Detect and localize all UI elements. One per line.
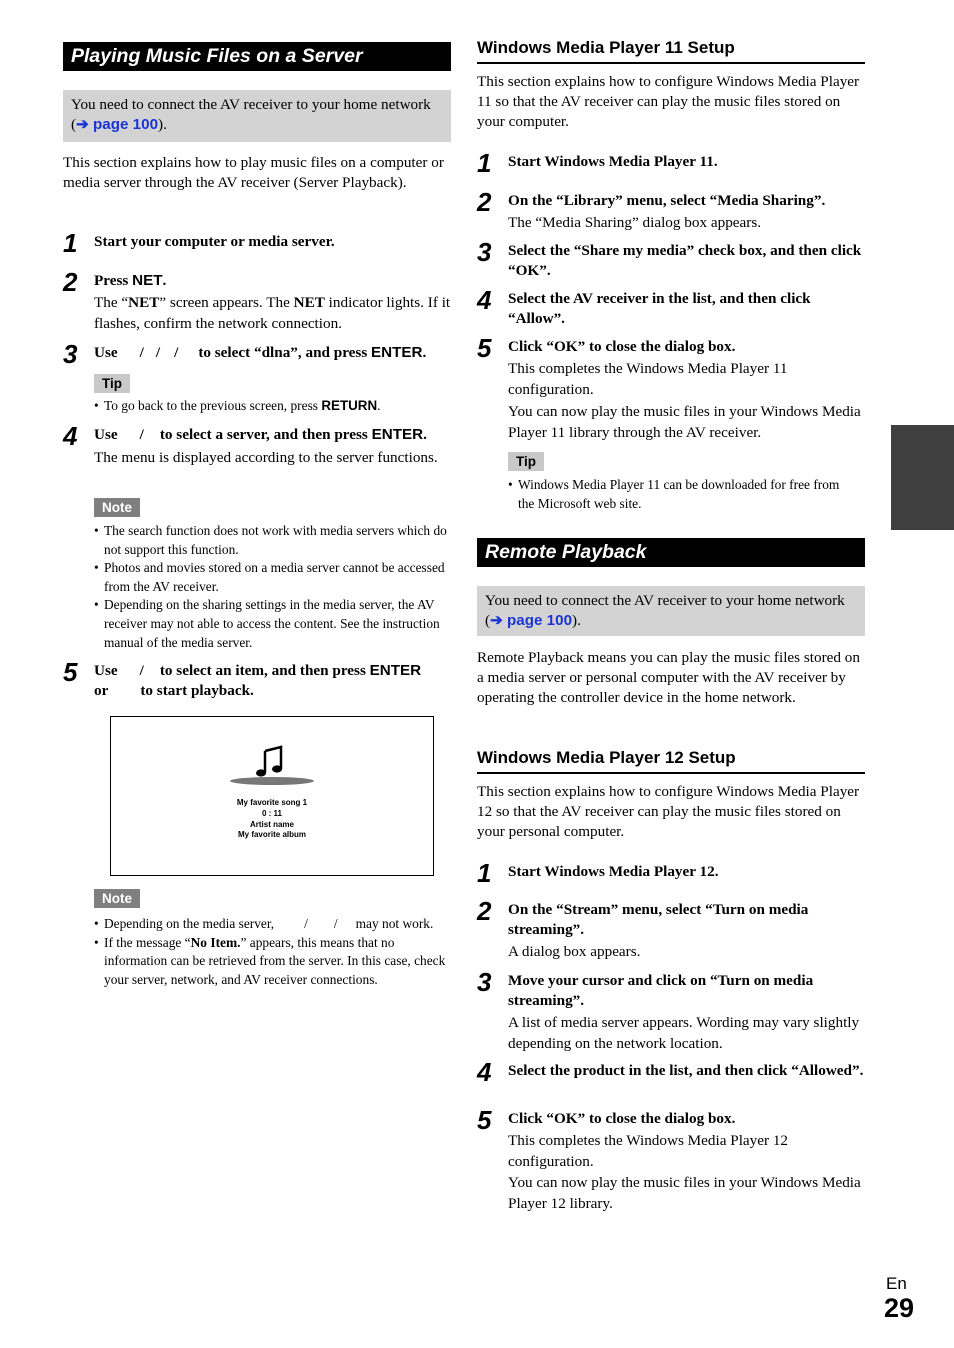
note-label: Note [94,498,140,517]
album-name: My favorite album [237,830,306,839]
step-number: 3 [477,237,492,267]
step-title: Move your cursor and click on “Turn on media streaming”. [508,972,814,1009]
wmp12-step-5 [477,1105,865,1214]
wmp12-step-3 [477,967,865,1054]
step-number: 3 [63,339,78,369]
step-body: You can now play the music files in your Windows Media Player 12 library. [508,1174,861,1212]
step-3 [63,339,451,369]
wmp11-intro: This section explains how to configure Windows Media Player 11 so that the AV receiver can play the music files stored on your computer. [477,73,860,130]
note-item: • Photos and movies stored on a media server cannot be accessed from the AV receiver. [94,559,451,596]
note-list [94,915,451,989]
tip-list [94,397,451,416]
step-4 [63,421,451,469]
wmp12-intro: This section explains how to configure Windows Media Player 12 so that the AV receiver can play the music files stored on your personal computer. [477,783,860,840]
page-link[interactable]: ➔ page 100 [76,116,159,133]
step-title: Use / / / to select “dlna”, and press ENTER. [94,344,427,361]
music-note-icon [227,745,317,789]
note-item: • Depending on the media server, / / may not work. [94,915,451,934]
wmp12-step-4 [477,1057,865,1087]
wmp12-step-1 [477,858,865,888]
step-body: The “NET” screen appears. The NET indicator lights. If it flashes, confirm the network connection. [94,294,451,332]
step-number: 4 [63,421,78,451]
step-title: On the “Library” menu, select “Media Sharing”. [508,192,826,209]
step-2 [63,267,451,334]
step-5 [63,657,451,701]
step-title: Start your computer or media server. [94,233,335,250]
step-title: Use / to select a server, and then press ENTER. [94,426,427,443]
artist-name: Artist name [249,820,294,829]
wmp11-step-5 [477,333,865,443]
section-banner-playing-music: Playing Music Files on a Server [63,42,451,71]
step-title: On the “Stream” menu, select “Turn on media streaming”. [508,901,809,938]
heading-wmp11: Windows Media Player 11 Setup [477,38,865,64]
step-body: The menu is displayed according to the server functions. [94,449,438,466]
tip-label: Tip [508,452,544,471]
step-title: Press NET. [94,272,167,289]
song-title: My favorite song 1 [236,798,308,807]
step-body: A dialog box appears. [508,943,641,960]
wmp11-step-4 [477,285,865,329]
step-number: 2 [477,896,492,926]
wmp11-step-3 [477,237,865,281]
step-number: 1 [63,228,78,258]
network-notice: You need to connect the AV receiver to your home network (➔ page 100). [63,90,451,142]
language-code: En [886,1274,907,1293]
step-number: 1 [477,858,492,888]
network-notice: You need to connect the AV receiver to your home network (➔ page 100). [477,586,865,636]
step-number: 2 [63,267,78,297]
note-item: • Depending on the sharing settings in the media server, the AV receiver may not able to access the content. See the instruction manual of the media server. [94,596,451,652]
step-number: 1 [477,148,492,178]
step-number: 5 [63,657,78,687]
step-title: Start Windows Media Player 12. [508,863,719,880]
note-item: • If the message “No Item.” appears, this means that no information can be retrieved from the server. In this case, check your server, network, and AV receiver connections. [94,934,451,990]
note-list [94,522,451,652]
step-title: Click “OK” to close the dialog box. [508,338,736,355]
step-title: Select the “Share my media” check box, and then click “OK”. [508,242,862,279]
step-title: Select the product in the list, and then click “Allowed”. [508,1062,864,1079]
tip-label: Tip [94,374,130,393]
wmp11-step-1 [477,148,865,178]
page-link[interactable]: ➔ page 100 [490,612,573,629]
step-body: A list of media server appears. Wording may vary slightly depending on the network location. [508,1014,860,1052]
heading-wmp12: Windows Media Player 12 Setup [477,748,865,774]
step-title: Use / to select an item, and then press ENTER or to start playback. [94,662,422,699]
remote-intro: Remote Playback means you can play the music files stored on a media server or personal computer with the AV receiver by operating the controller device in the home network. [477,649,860,706]
step-number: 2 [477,187,492,217]
step-body: This completes the Windows Media Player 12 configuration. [508,1132,789,1170]
section-banner-remote-playback: Remote Playback [477,538,865,567]
wmp12-step-2 [477,896,865,963]
intro-paragraph: This section explains how to play music files on a computer or media server through the AV receiver (Server Playback). [63,154,444,191]
elapsed-time: 0 : 11 [261,809,282,818]
playback-screen [110,716,434,876]
page-number: 29 [884,1293,915,1323]
step-title: Select the AV receiver in the list, and then click “Allow”. [508,290,811,327]
wmp11-step-2 [477,187,865,234]
step-number: 5 [477,1105,492,1135]
tip-list [508,476,848,513]
tip-item: • To go back to the previous screen, press RETURN. [94,397,451,416]
step-body: This completes the Windows Media Player 11 configuration. [508,360,788,398]
step-body: The “Media Sharing” dialog box appears. [508,214,762,231]
side-tab [891,425,954,530]
step-body: You can now play the music files in your Windows Media Player 11 library through the AV receiver. [508,403,861,441]
step-title: Start Windows Media Player 11. [508,153,718,170]
step-number: 4 [477,285,492,315]
step-1 [63,228,451,258]
step-number: 5 [477,333,492,363]
step-number: 3 [477,967,492,997]
step-title: Click “OK” to close the dialog box. [508,1110,736,1127]
note-label: Note [94,889,140,908]
step-number: 4 [477,1057,492,1087]
note-item: • The search function does not work with media servers which do not support this function. [94,522,451,559]
tip-item: • Windows Media Player 11 can be downloaded for free from the Microsoft web site. [508,476,848,513]
